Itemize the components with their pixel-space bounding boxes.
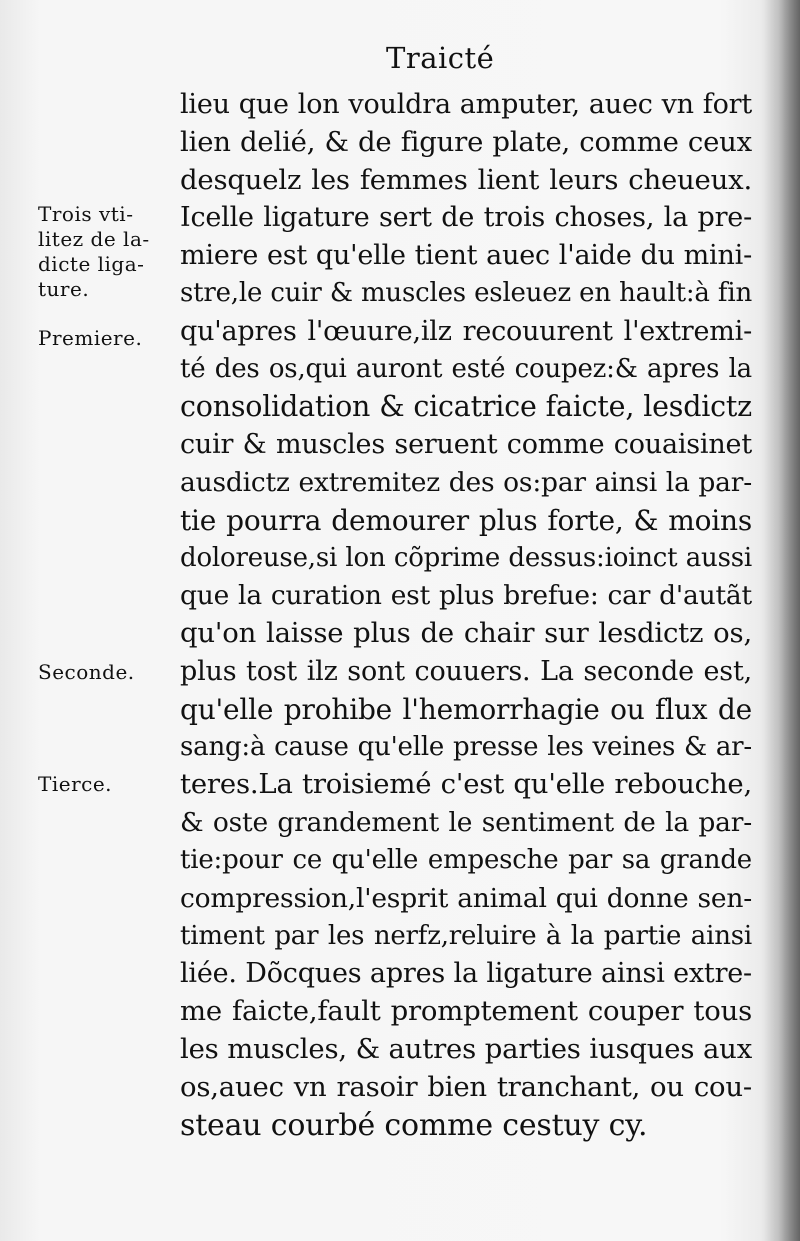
body-line: les muscles, & autres parties iusques aux bbox=[180, 1032, 752, 1065]
body-line: me faicte,fault promptement couper tous bbox=[180, 995, 752, 1028]
body-line: qu'on laisse plus de chair sur lesdictz os, bbox=[180, 617, 752, 650]
body-line: liée. Dõcques apres la ligature ainsi extre- bbox=[180, 958, 752, 990]
margin-note-line: litez de la- bbox=[38, 227, 150, 251]
body-line: compression,l'esprit animal qui donne sen- bbox=[180, 882, 752, 914]
margin-note-line: dicte liga- bbox=[38, 252, 145, 276]
margin-note-line: Tierce. bbox=[38, 772, 113, 796]
body-line: qu'apres l'œuure,ilz recouurent l'extremi- bbox=[180, 315, 752, 347]
body-line: doloreuse,si lon cõprime dessus:ioinct aussi bbox=[180, 542, 752, 573]
body-line: miere est qu'elle tient auec l'aide du mini- bbox=[180, 240, 752, 272]
margin-note-line: Seconde. bbox=[38, 660, 135, 684]
body-line: teres.La troisiemé c'est qu'elle rebouche, bbox=[180, 768, 752, 801]
body-line: & oste grandement le sentiment de la par- bbox=[180, 807, 752, 839]
page-edge-shadow bbox=[764, 0, 800, 1241]
margin-note-line: Trois vti- bbox=[38, 202, 134, 226]
body-line: té des os,qui auront esté coupez:& apres la bbox=[180, 353, 752, 384]
body-line: que la curation est plus brefue: car d'autãt bbox=[180, 580, 752, 612]
body-line: tie pourra demourer plus forte, & moins bbox=[180, 503, 752, 537]
body-line: timent par les nerfz,reluire à la partie ainsi bbox=[180, 920, 752, 951]
margin-note-seconde bbox=[38, 660, 135, 685]
body-line: plus tost ilz sont couuers. La seconde est, bbox=[180, 655, 752, 687]
body-line: lieu que lon vouldra amputer, auec vn fort bbox=[180, 89, 752, 120]
body-line: stre,le cuir & muscles esleuez en hault:à fin bbox=[180, 277, 752, 308]
body-line: ausdictz extremitez des os:par ainsi la par- bbox=[180, 466, 752, 498]
body-line: desquelz les femmes lient leurs cheueux. bbox=[180, 163, 752, 196]
body-line: cuir & muscles seruent comme couaisinet bbox=[180, 429, 752, 461]
margin-note-line: Premiere. bbox=[38, 326, 143, 350]
margin-note-trois-vtilitez bbox=[38, 202, 150, 302]
body-text bbox=[180, 86, 752, 1144]
body-line: consolidation & cicatrice faicte, lesdictz bbox=[180, 390, 752, 424]
margin-note-tierce bbox=[38, 772, 112, 797]
running-head: Traicté bbox=[386, 41, 495, 75]
body-line: os,auec vn rasoir bien tranchant, ou cou- bbox=[180, 1070, 752, 1103]
body-line: steau courbé comme cestuy cy. bbox=[180, 1107, 648, 1143]
body-line: qu'elle prohibe l'hemorrhagie ou flux de bbox=[180, 692, 752, 726]
margin-note-premiere bbox=[38, 326, 142, 351]
body-line: sang:à cause qu'elle presse les veines & ar- bbox=[180, 731, 752, 762]
body-line: Icelle ligature sert de trois choses, la pre- bbox=[180, 202, 752, 234]
margin-note-line: ture. bbox=[38, 277, 90, 301]
body-line: lien delié, & de figure plate, comme ceux bbox=[180, 125, 752, 158]
body-line: tie:pour ce qu'elle empesche par sa grande bbox=[180, 844, 752, 875]
